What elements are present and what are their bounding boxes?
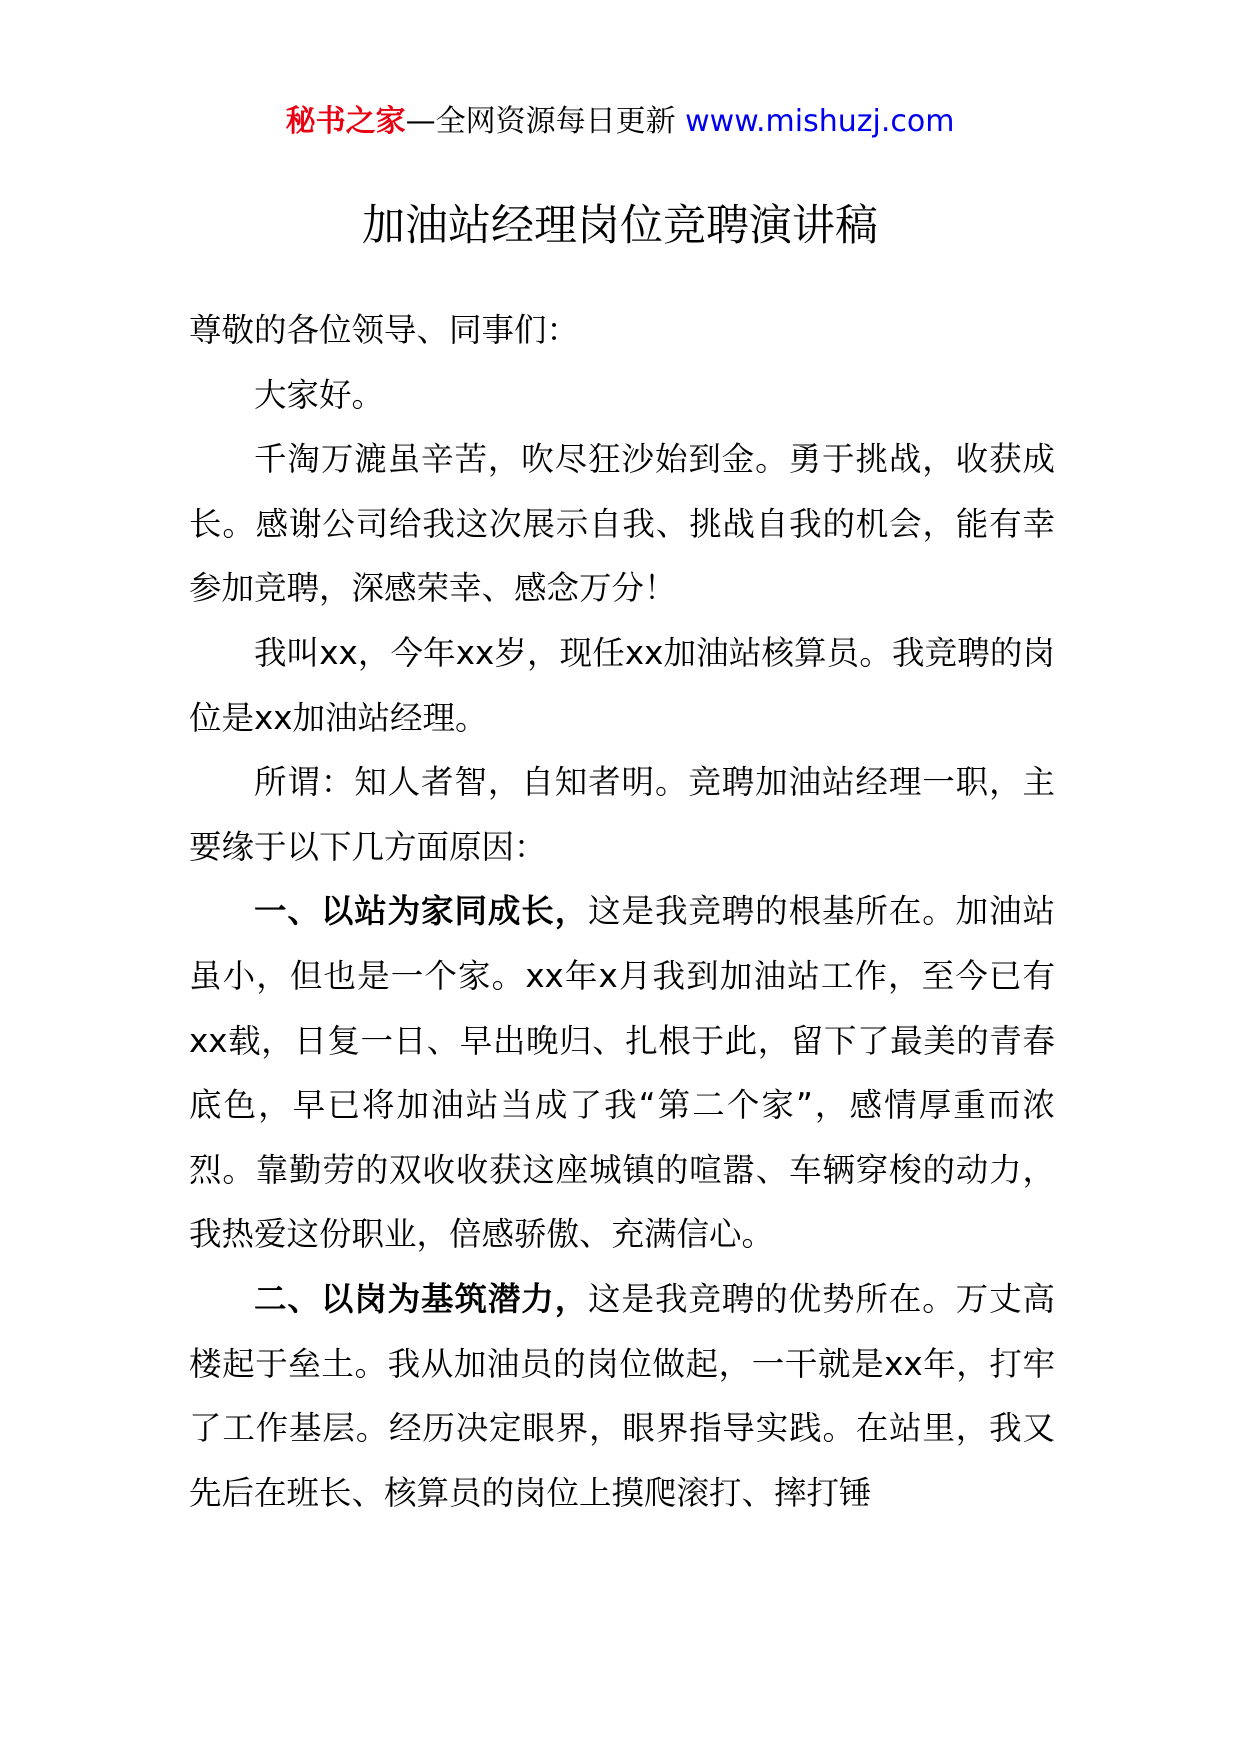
brand-name: 秘书之家: [285, 104, 406, 139]
document-body: [189, 298, 1055, 1525]
site-url-link[interactable]: www.mishuzj.com: [685, 104, 955, 139]
section-one-text: 这是我竞聘的根基所在。加油站虽小，但也是一个家。xx年x月我到加油站工作，至今已有xx载，日复一日、早出晚归、扎根于此，留下了最美的青春底色，早已将加油站当成了我“第二个家”，感情厚重而浓烈。靠勤劳的双收收获这座城镇的喧嚣、车辆穿梭的动力，我热爱这份职业，倍感骄傲、充满信心。: [189, 892, 1055, 1254]
greeting: 大家好。: [254, 375, 385, 414]
salutation: 尊敬的各位领导、同事们：: [189, 311, 580, 349]
site-header: [0, 100, 1240, 144]
self-introduction-paragraph: 我叫xx，今年xx岁，现任xx加油站核算员。我竞聘的岗位是xx加油站经理。: [189, 633, 1055, 737]
section-two-heading: 二、以岗为基筑潜力，: [254, 1279, 589, 1318]
section-two-paragraph: [189, 1267, 1055, 1525]
reasons-intro-paragraph: 所谓：知人者智，自知者明。竞聘加油站经理一职，主要缘于以下几方面原因：: [189, 763, 1055, 866]
section-one-paragraph: [189, 879, 1055, 1267]
section-one-heading: 一、以站为家同成长，: [254, 892, 589, 931]
intro-paragraph: 千淘万漉虽辛苦，吹尽狂沙始到金。勇于挑战，收获成长。感谢公司给我这次展示自我、挑战自我的机会，能有幸参加竞聘，深感荣幸、感念万分！: [189, 440, 1055, 608]
site-tagline: —全网资源每日更新: [405, 104, 686, 139]
section-two-text: 这是我竞聘的优势所在。万丈高楼起于垒土。我从加油员的岗位做起，一干就是xx年，打牢了工作基层。经历决定眼界，眼界指导实践。在站里，我又先后在班长、核算员的岗位上摸爬滚打、摔打锤: [189, 1279, 1055, 1512]
document-title: 加油站经理岗位竞聘演讲稿: [362, 201, 878, 251]
